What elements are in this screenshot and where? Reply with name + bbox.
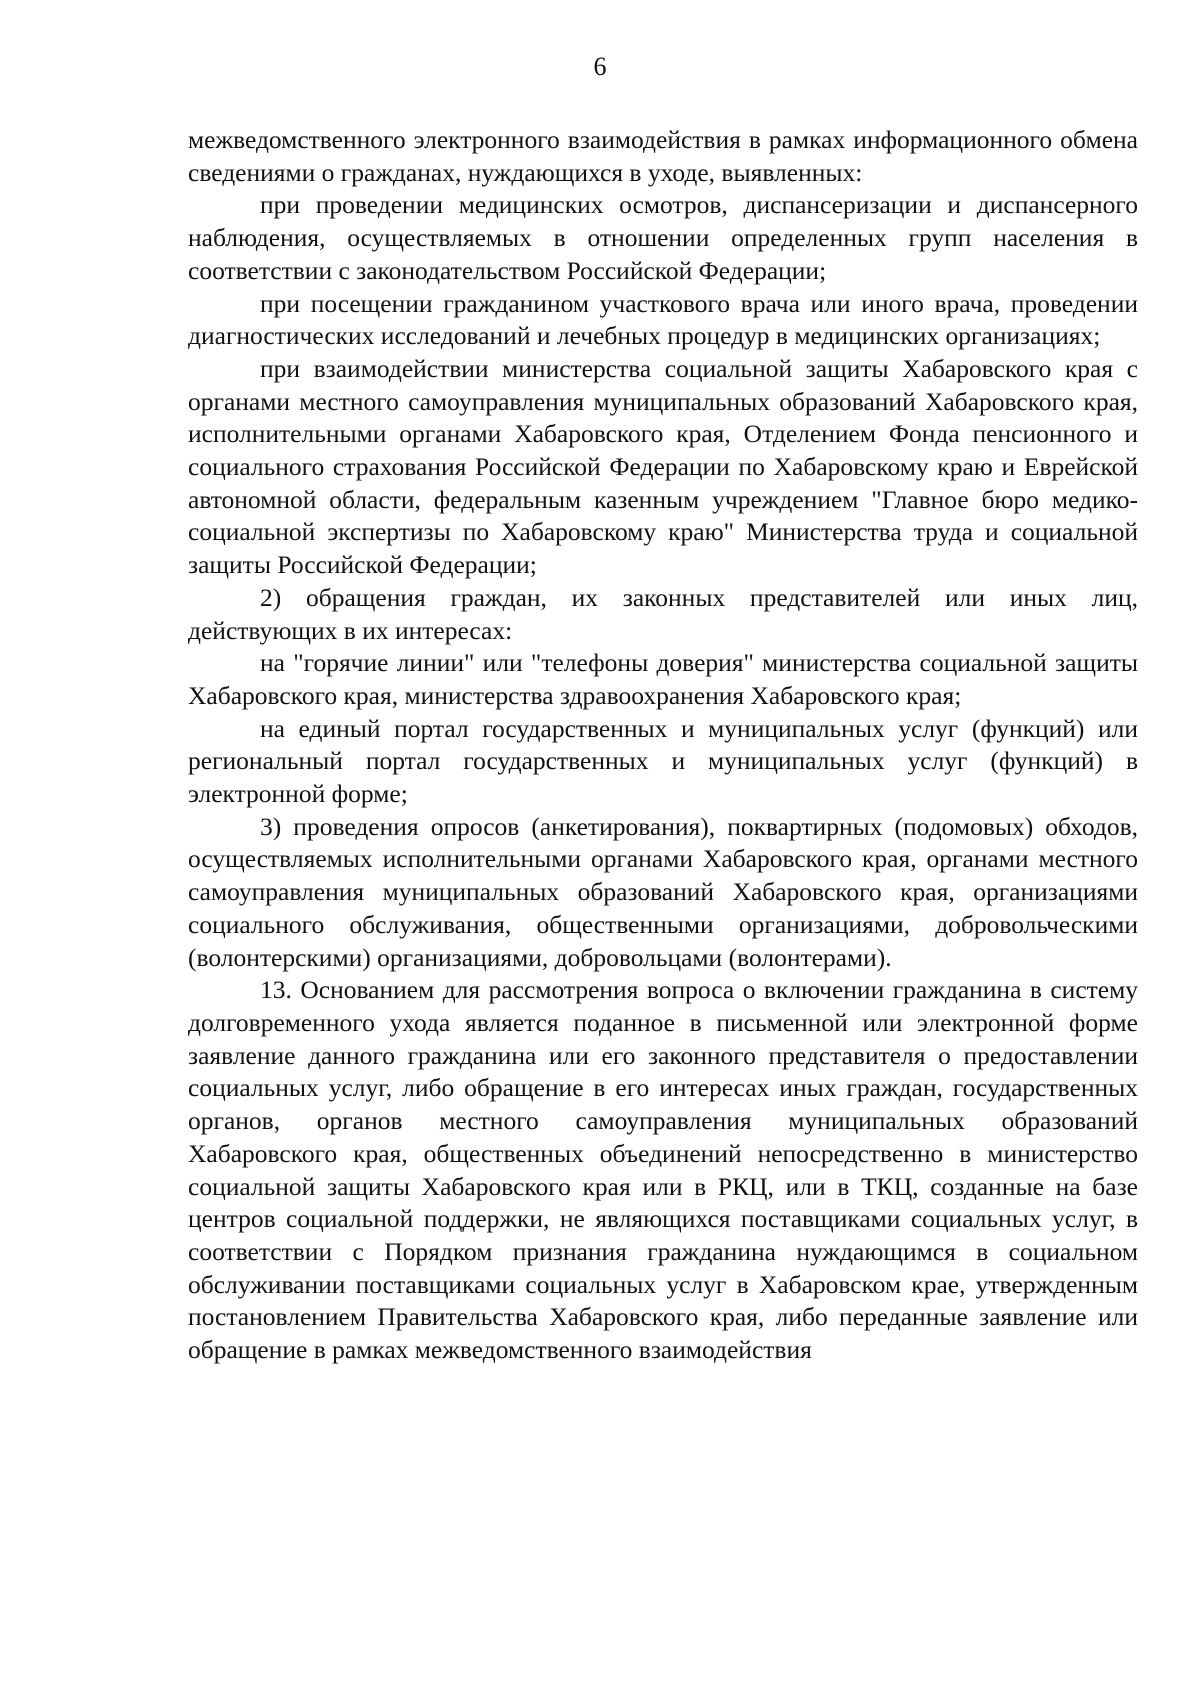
paragraph-citizen-appeals: 2) обращения граждан, их законных представителей или иных лиц, действующих в их интересах: xyxy=(188,582,1138,645)
paragraph-public-services-portal: на единый портал государственных и муниципальных услуг (функций) или региональный портал государственных и муниципальных услуг (функций) в электронной форме; xyxy=(188,713,1138,809)
paragraph-ministry-interaction: при взаимодействии министерства социальной защиты Хабаровского края с органами местного самоуправления муниципальных образований Хабаровского края, исполнительными органами Хабаровского края, Отделением Фонда пенсионного и социального страхования Российской Федерации по Хабаровскому краю и Еврейской автономной области, федеральным казенным учреждением "Главное бюро медико-социальной экспертизы по Хабаровскому краю" Министерства труда и социальной защиты Российской Федерации; xyxy=(188,353,1138,580)
paragraph-interagency-exchange: межведомственного электронного взаимодействия в рамках информационного обмена сведениями о гражданах, нуждающихся в уходе, выявленных: xyxy=(188,125,1138,187)
paragraph-doctor-visits: при посещении гражданином участкового врача или иного врача, проведении диагностических исследований и лечебных процедур в медицинских организациях; xyxy=(188,288,1138,351)
document-body xyxy=(188,124,1138,1367)
paragraph-section-13: 13. Основанием для рассмотрения вопроса о включении гражданина в систему долговременного ухода является поданное в письменной или электронной форме заявление данного гражданина или его законного представителя о предоставлении социальных услуг, либо обращение в его интересах иных граждан, государственных органов, органов местного самоуправления муниципальных образований Хабаровского края, общественных объединений непосредственно в министерство социальной защиты Хабаровского края или в РКЦ, или в ТКЦ, созданные на базе центров социальной поддержки, не являющихся поставщиками социальных услуг, в соответствии с Порядком признания гражданина нуждающимся в социальном обслуживании поставщиками социальных услуг в Хабаровском крае, утвержденным постановлением Правительства Хабаровского края, либо переданные заявление или обращение в рамках межведомственного взаимодействия xyxy=(188,975,1138,1365)
paragraph-surveys: 3) проведения опросов (анкетирования), поквартирных (подомовых) обходов, осуществляемых исполнительными органами Хабаровского края, органами местного самоуправления муниципальных образований Хабаровского края, организациями социального обслуживания, общественными организациями, добровольческими (волонтерскими) организациями, добровольцами (волонтерами). xyxy=(188,811,1138,972)
paragraph-medical-exams: при проведении медицинских осмотров, диспансеризации и диспансерного наблюдения, осуществляемых в отношении определенных групп населения в соответствии с законодательством Российской Федерации; xyxy=(188,190,1138,285)
paragraph-hotlines: на "горячие линии" или "телефоны доверия" министерства социальной защиты Хабаровского края, министерства здравоохранения Хабаровского края; xyxy=(188,648,1138,710)
page-number: 6 xyxy=(593,52,607,81)
